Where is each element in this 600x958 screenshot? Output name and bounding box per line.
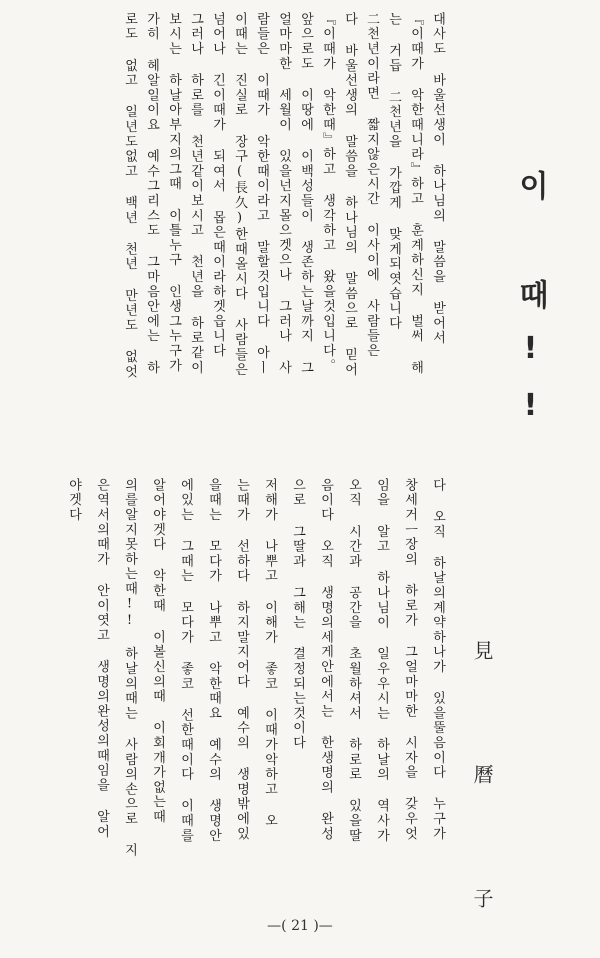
text-column: 가히 헤알일이요 예수그리스도 그마음안에는 하 xyxy=(144,12,159,376)
text-column: 넘어나 긴이때가 되여서 몹은때이라하겟읍니다 xyxy=(210,12,225,359)
text-column: 람들은 이때가 악한때이라고 말할것입니다 아ㅣ xyxy=(254,12,269,376)
text-column: 는때가 선하다 하지말지어다 예수의 생명밖에있 xyxy=(234,478,249,842)
text-column: 는 거듭 二천년을 가깝게 맞게되엿습니다 xyxy=(386,12,401,331)
text-column: 앞으로도 이땅에 이백성들이 생존하는날까지 그 xyxy=(298,12,313,376)
text-column: 오직 시간과 공간을 초월하셔서 하로로 있을딸 xyxy=(346,478,361,844)
text-column: 의를알지못하는때!! 하날의때는 사람의손으로 지 xyxy=(122,478,137,858)
text-column: 창세거ㅡ장의 하로가 그얼마마한 시자을 갖우엇 xyxy=(402,478,417,842)
vertical-body-text xyxy=(28,12,448,462)
text-column: 二천년이라면 짧지않은시간 이사이에 사람들은 xyxy=(364,12,379,359)
text-column: 야겟다 xyxy=(66,478,81,523)
text-column: 『이때가 악한때』하고 생각하고 왔을것입니다。 xyxy=(320,12,335,374)
text-column: 알어야겟다 악한때 이볼신의때 이회개가없는때 xyxy=(150,478,165,825)
text-column: 에있는 그때는 모다가 좋코 선한때이다 이때를 xyxy=(178,478,193,844)
text-column: 다 오직 하날의계약하나가 있을뚤음이다 누구가 xyxy=(430,478,445,842)
article-title: 이 때!! xyxy=(513,170,548,445)
text-column: 저해가 나뿌고 이해가 좋코 이때가악하고 오 xyxy=(262,478,277,829)
page-number: —( 21 )— xyxy=(267,918,333,934)
text-column: 로도 없고 일년도없고 백년 천년 만년도 없엇 xyxy=(122,12,137,380)
text-column: 얼마마한 세월이 있을넌지몰으겟으나 그러나 사 xyxy=(276,12,291,376)
text-column: 으로 그딸과 그해는 결정되는것이다 xyxy=(290,478,305,751)
text-column: 을때는 모다가 나뿌고 악한때요 예수의 생명안 xyxy=(206,478,221,844)
text-column: 『이때가 악한때니라』하고 훈계하신지 벌써 해 xyxy=(408,12,423,376)
text-column: 은역서의때가 안이엿고 생명의완성의때임을 알어 xyxy=(94,478,109,840)
text-column: 임을 알고 하나님이 일우우시는 하날의 역사가 xyxy=(374,478,389,844)
text-column: 대사도 바울선생이 하나님의 말씀을 받어서 xyxy=(430,12,445,346)
text-column: 그러나 하로를 천년같이보시고 천년을 하로같이 xyxy=(188,12,203,376)
text-column: 다 바울선생의 말씀을 하나님의 말씀으로 믿어 xyxy=(342,12,357,378)
text-column: 이때는 진실로 장구(長久)한때올시다 사람들은 xyxy=(232,12,247,378)
text-column: 보시는 하날아부지의그때 이틀누구 인생그누구가 xyxy=(166,12,181,374)
author-name: 見 曆 子 xyxy=(470,640,494,948)
text-column: 음이다 오직 생명의세게안에서는 한생명의 완성 xyxy=(318,478,333,842)
